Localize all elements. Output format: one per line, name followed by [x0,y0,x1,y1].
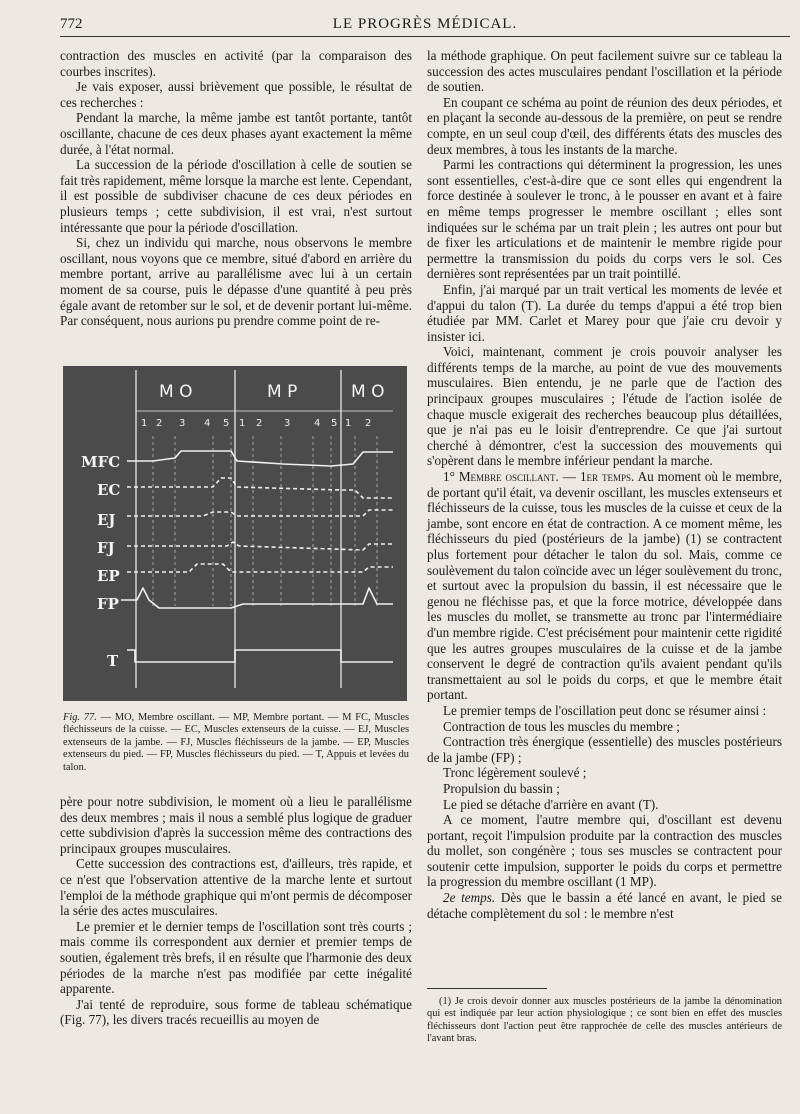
paragraph [427,469,782,703]
time-mark: 4 [314,418,321,429]
paragraph: Voici, maintenant, comment je crois pouvoir analyser les différents temps de la marche, au point de vue des mouvements musculaires. Bien entendu, je ne parle que de l'action des principaux groupes musculaires ; l'étude de l'action isolée de chaque muscle exigerait des recherches beaucoup plus détaillées, que je n'ai pas eu le loisir d'entreprendre. Ce que j'ai surtout cherché à démontrer, c'est la succession des mouvements qui s'opèrent dans le membre inférieur pendant la marche. [427,344,782,469]
phase-label: M P [267,382,298,402]
paragraph: Je vais exposer, aussi brièvement que possible, le résultat de ces recherches : [60,79,412,110]
page-number: 772 [60,16,83,32]
time-mark: 2 [256,418,263,429]
list-item: Tronc légèrement soulevé ; [443,765,587,781]
gait-diagram-svg [63,366,407,701]
paragraph: La succession de la période d'oscillation à celle de soutien se fait très rapidement, même lorsque la marche est lente. Cependant, il est possible de subdiviser chacune de ces deux périodes en plusieurs temps ; cette subdivision, il est vrai, n'est surtout intéressante que pour la période d'oscillation. [60,157,412,235]
paragraph: Pendant la marche, la même jambe est tantôt portante, tantôt oscillante, chacune de ces deux phases ayant exactement la même durée, à l'état normal. [60,110,412,157]
paragraph: Enfin, j'ai marqué par un trait vertical les moments de levée et d'appui du talon (T). La durée du temps d'appui a été trop bien étudiée par MM. Carlet et Marey pour que j'aie cru devoir y insister ici. [427,281,782,344]
left-column-top [60,48,412,329]
time-mark: 4 [204,418,211,429]
list-item: Le pied se détache d'arrière en avant (T). [443,796,659,812]
paragraph: Si, chez un individu qui marche, nous observons le membre oscillant, nous voyons que ce membre, situé d'abord en arrière du membre portant, arrive au parallélisme avec lui à un certain moment de sa course, puis le dépasse d'une quantité à peu près égale avant de retomber sur le sol, et de devenir portant lui-même. Par conséquent, nous aurions pu prendre comme point de re- [60,235,412,329]
paragraph: Parmi les contractions qui déterminent la progression, les unes sont essentielles, c'est-à-dire que ce sont elles qui engendrent la force destinée à soulever le tronc, à le pousser en avant et à faire en même temps progresser le membre oscillant ; elles sont indiquées sur le schéma par un trait plein ; les autres ont pour but de fixer les articulations et de maintenir le membre rigide pour permettre la transmission du poids du corps vers le sol. Ces dernières sont représentées par un trait pointillé. [427,157,782,282]
phase-label: M O [159,382,193,402]
row-label-fp: FP [97,595,119,613]
time-mark: 5 [223,418,230,429]
journal-title: LE PROGRÈS MÉDICAL. [332,16,518,32]
row-label-mfc: MFC [81,453,121,471]
footnote [427,996,782,1046]
section-heading: 1° Membre oscillant. — 1er temps. [443,469,635,485]
time-mark: 2 [156,418,163,429]
paragraph: Le premier et le dernier temps de l'oscillation sont très courts ; mais comme ils correspondent aux dernier et premier temps de soutien, également très brefs, il en résulte que l'harmonie des deux périodes de la marche n'est pas modifiée par cette inégalité apparente. [60,918,412,997]
row-label-ej: EJ [97,511,116,529]
list-item: Contraction très énergique (essentielle) des muscles postérieurs de la jambe (FP) ; [427,734,782,765]
list-item: Propulsion du bassin ; [443,780,560,796]
time-mark: 1 [141,418,148,429]
time-mark: 5 [331,418,338,429]
time-mark: 3 [284,418,291,429]
summary-list [427,719,782,813]
section-heading: 2e temps. [443,890,496,906]
time-mark: 1 [345,418,352,429]
paragraph: Cette succession des contractions est, d'ailleurs, très rapide, et ce n'est que l'observation attentive de la marche lente et surtout l'emploi de la méthode graphique qui m'ont permis de décomposer la série des actes musculaires. [60,856,412,919]
paragraph: la méthode graphique. On peut facilement suivre sur ce tableau la succession des actes musculaires pendant l'oscillation et la période de soutien. [427,48,782,95]
page-header [60,14,790,37]
paragraph: contraction des muscles en activité (par la comparaison des courbes inscrites). [60,48,412,79]
figure-caption [63,712,409,774]
footnote-text: (1) Je crois devoir donner aux muscles postérieurs de la jambe la dénomination qui est indiquée par leur action physiologique ; ce sont bien en effet des muscles fléchisseurs dont l'action peut être rapprochée de celle des muscles antérieurs de l'avant bras. [427,996,782,1045]
time-mark: 2 [365,418,372,429]
left-column-bottom [60,794,412,1028]
caption-text: — MO, Membre oscillant. — MP, Membre portant. — M FC, Muscles fléchisseurs de la cuisse. — EC, Muscles extenseurs de la cuisse. — EJ, Muscles extenseurs de la jambe. — FJ, Muscles fléchisseurs de la jambe. — EP, Muscles extenseurs du pied. — FP, Muscles fléchisseurs du pied. — T, Appuis et levées du talon. [63,712,409,773]
paragraph: J'ai tenté de reproduire, sous forme de tableau schématique (Fig. 77), les divers tracés recueillis au moyen de [60,996,412,1028]
time-mark: 1 [239,418,246,429]
right-column [427,48,782,921]
row-label-ec: EC [97,481,121,499]
row-label-ep: EP [97,567,120,585]
paragraph [427,890,782,921]
paragraph: Le premier temps de l'oscillation peut donc se résumer ainsi : [443,702,767,718]
figure-label: Fig. 77. [63,712,97,723]
footnote-divider [427,988,547,989]
paragraph: père pour notre subdivision, le moment où a lieu le parallélisme des deux membres ; mais il nous a semblé plus logique de graduer cette subdivision d'après la succession même des contractions des principaux groupes musculaires. [60,794,412,856]
list-item: Contraction de tous les muscles du membre ; [443,718,680,734]
paragraph: A ce moment, l'autre membre qui, d'oscillant est devenu portant, reçoit l'impulsion produite par la contraction des muscles du mollet, son congénère ; tous ses muscles se contractent pour soutenir cette impulsion, supporter le poids du corps et permettre la progression du membre oscillant (1 MP). [427,812,782,890]
phase-label: M O [351,382,385,402]
paragraph-text: Au moment où le membre, de portant qu'il était, va devenir oscillant, les muscles extenseurs et fléchisseurs de la cuisse, tous les muscles de la cuisse et ceux de la jambe, sont encore en état de contraction. A ce moment même, les fléchisseurs du pied (postérieurs de la jambe) (1) se contractent plus fortement pour détacher le talon du sol. Mais, comme ce soulèvement du talon coïncide avec un léger soulèvement du tronc, et surtout avec la propulsion du bassin, il est nécessaire que le genou ne fléchisse pas, et que la force motrice, développée dans les muscles du mollet, se transmette au tronc par l'intermédiaire d'un membre rigide. C'est précisément pour maintenir cette rigidité que les autres groupes musculaires de la cuisse et de la jambe conservent le degré de contraction qu'ils avaient pendant qu'ils transmettaient au sol le poids du corps, et que le membre était portant. [427,469,782,703]
paragraph-text: Dès que le bassin a été lancé en avant, le pied se détache complètement du sol : le membre n'est [427,890,782,921]
time-mark: 3 [179,418,186,429]
row-label-t: T [107,652,119,670]
paragraph: En coupant ce schéma au point de réunion des deux périodes, et en plaçant la seconde au-dessous de la première, on peut se rendre compte, en un seul coup d'œil, des différents états des muscles des deux membres, à tous les instants de la marche. [427,94,782,157]
row-label-fj: FJ [97,539,115,557]
figure-77-diagram [63,366,407,701]
